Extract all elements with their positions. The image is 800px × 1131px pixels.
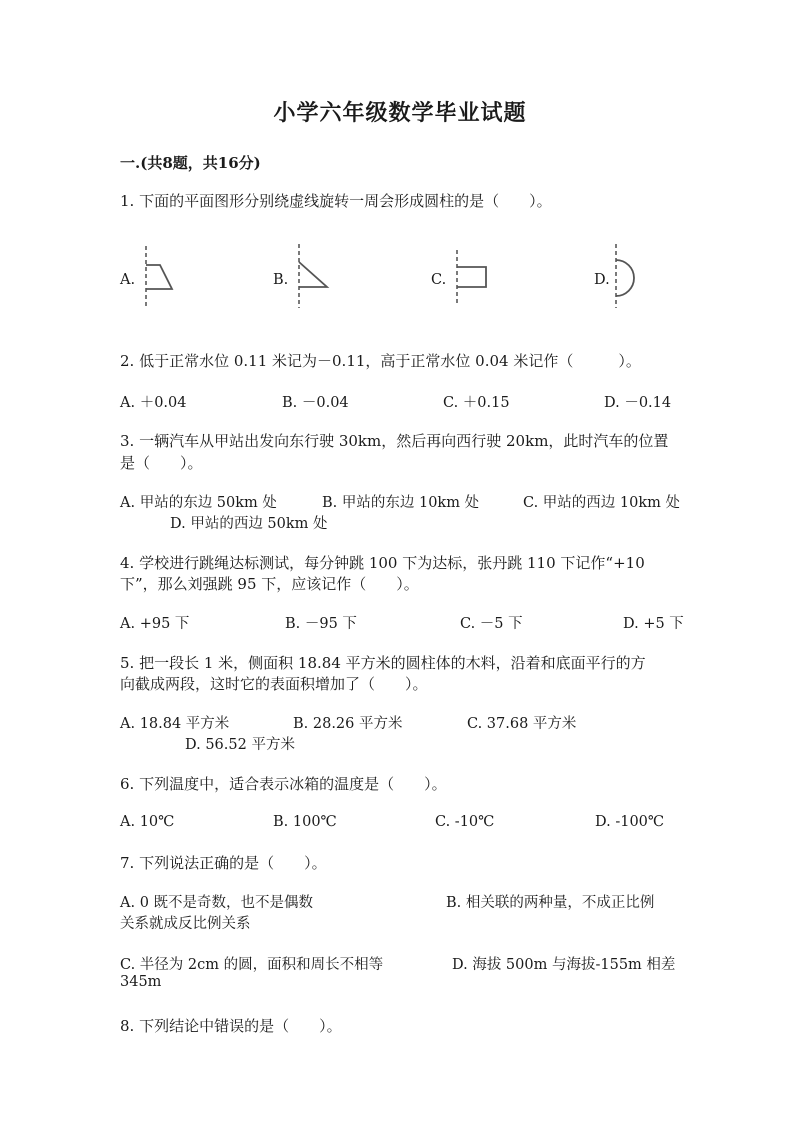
q1-option-b-label: B. — [273, 272, 289, 288]
question-4-line-1: 4. 学校进行跳绳达标测试，每分钟跳 100 下为达标，张丹跳 110 下记作“+10 — [120, 554, 645, 572]
q6-option-b: B. 100℃ — [273, 814, 337, 830]
q3-option-b: B. 甲站的东边 10km 处 — [322, 495, 480, 511]
question-6-text: 6. 下列温度中，适合表示冰箱的温度是（ ）。 — [120, 775, 447, 793]
question-2-text: 2. 低于正常水位 0.11 米记为－0.11，高于正常水位 0.04 米记作（ ）。 — [120, 352, 641, 370]
q7-option-a: A. 0 既不是奇数，也不是偶数 — [120, 895, 314, 911]
question-8-text: 8. 下列结论中错误的是（ ）。 — [120, 1017, 342, 1035]
q6-option-c: C. -10℃ — [435, 814, 495, 830]
question-4-line-2: 下”，那么刘强跳 95 下，应该记作（ ）。 — [120, 575, 419, 593]
q3-option-d: D. 甲站的西边 50km 处 — [170, 516, 328, 532]
q2-option-d: D. －0.14 — [604, 395, 672, 411]
q7-option-c: C. 半径为 2cm 的圆，面积和周长不相等 — [120, 957, 384, 973]
q2-option-b: B. －0.04 — [282, 395, 349, 411]
question-5-line-1: 5. 把一段长 1 米，侧面积 18.84 平方米的圆柱体的木料，沿着和底面平行的方 — [120, 654, 646, 672]
page-title: 小学六年级数学毕业试题 — [273, 100, 527, 126]
q3-option-a: A. 甲站的东边 50km 处 — [120, 495, 277, 511]
question-7-text: 7. 下列说法正确的是（ ）。 — [120, 854, 327, 872]
q6-option-a: A. 10℃ — [120, 814, 175, 830]
semicircle-figure — [610, 244, 640, 308]
q2-option-a: A. ＋0.04 — [120, 395, 187, 411]
question-3-line-2: 是（ ）。 — [120, 454, 203, 472]
q7-option-d-line-1: D. 海拔 500m 与海拔-155m 相差 — [452, 957, 676, 973]
q5-option-c: C. 37.68 平方米 — [467, 716, 577, 732]
q5-option-a: A. 18.84 平方米 — [120, 716, 230, 732]
q7-option-b-line-2: 关系就成反比例关系 — [120, 916, 251, 932]
question-5-line-2: 向截成两段，这时它的表面积增加了（ ）。 — [120, 675, 428, 693]
q5-option-b: B. 28.26 平方米 — [293, 716, 403, 732]
q6-option-d: D. -100℃ — [595, 814, 665, 830]
question-3-line-1: 3. 一辆汽车从甲站出发向东行驶 30km，然后再向西行驶 20km，此时汽车的位置 — [120, 432, 669, 450]
q3-option-c: C. 甲站的西边 10km 处 — [523, 495, 681, 511]
q1-option-d-label: D. — [594, 272, 610, 288]
rectangle-figure — [450, 250, 490, 306]
q7-option-d-line-2: 345m — [120, 974, 162, 990]
q4-option-c: C. －5 下 — [460, 616, 523, 632]
trapezoid-figure — [138, 246, 178, 308]
q5-option-d: D. 56.52 平方米 — [185, 737, 295, 753]
q1-option-c-label: C. — [431, 272, 447, 288]
triangle-figure — [290, 244, 332, 308]
q1-option-a-label: A. — [120, 272, 136, 288]
q7-option-b-line-1: B. 相关联的两种量，不成正比例 — [446, 895, 655, 911]
q4-option-a: A. +95 下 — [120, 616, 190, 632]
question-1-text: 1. 下面的平面图形分别绕虚线旋转一周会形成圆柱的是（ ）。 — [120, 192, 552, 210]
section-heading: 一.(共8题，共16分) — [120, 154, 261, 172]
q4-option-b: B. －95 下 — [285, 616, 357, 632]
q4-option-d: D. +5 下 — [623, 616, 684, 632]
q2-option-c: C. ＋0.15 — [443, 395, 510, 411]
